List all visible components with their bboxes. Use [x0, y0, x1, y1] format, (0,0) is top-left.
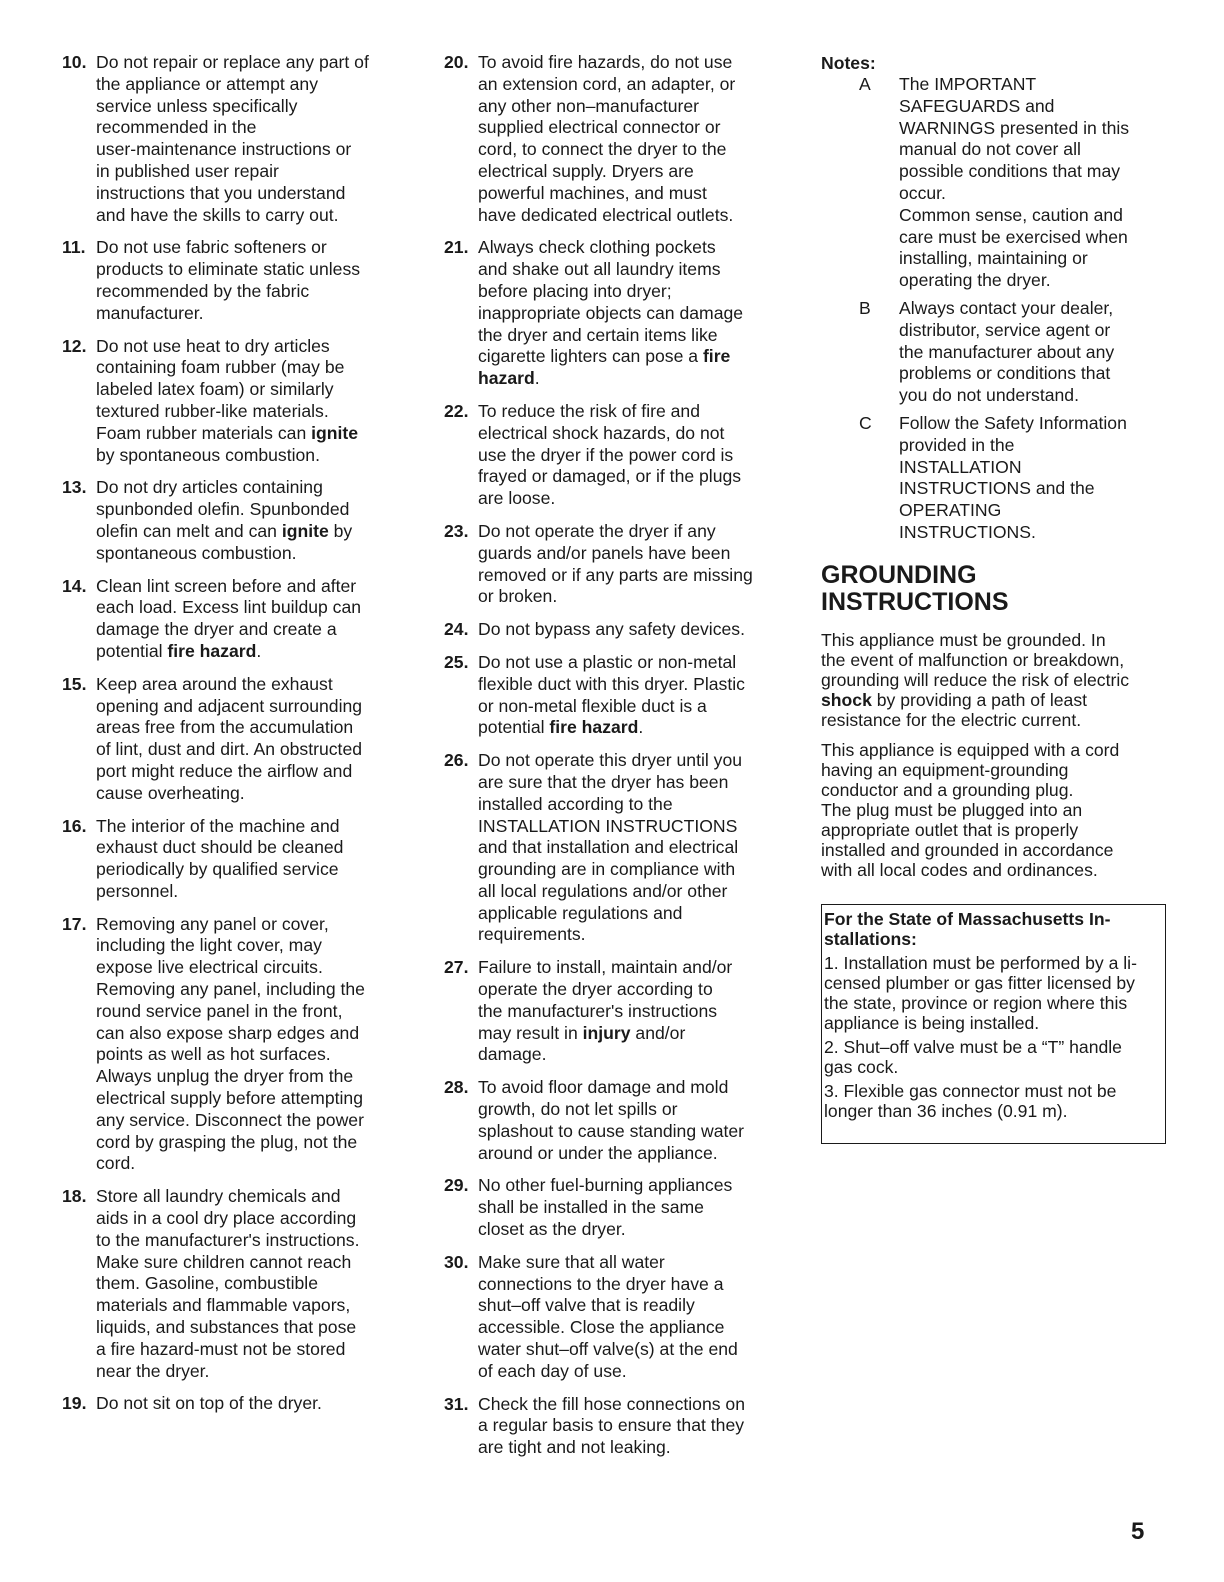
list-item: [62, 336, 402, 467]
note-text: The IMPORTANT SAFEGUARDS and WARNINGS presented in this manual do not cover all possible conditions that may occur. Common sense, caution and care must be exercised when installing, maintaining or operating the dryer.: [899, 74, 1130, 291]
item-number: 31.: [444, 1393, 469, 1414]
item-text: [96, 1186, 402, 1382]
list-item: [62, 816, 402, 903]
note-text: Follow the Safety Information provided in the INSTALLATION INSTRUCTIONS and the OPERATING INSTRUCTIONS.: [899, 412, 1127, 542]
item-text-part: Do not bypass any safety devices.: [478, 619, 745, 640]
item-number: 23.: [444, 520, 469, 541]
middle-column: [444, 52, 784, 1470]
item-text-part: Do not use a plastic or non-metal flexible duct with this dryer. Plastic or non-metal flexible duct is a potential: [478, 651, 745, 738]
list-item: [444, 1077, 784, 1164]
grounding-p1-text-after: by providing a path of least resistance for the electric current.: [821, 689, 1088, 730]
list-item: [444, 401, 784, 510]
left-column: [62, 52, 402, 1426]
item-number: 15.: [62, 673, 87, 694]
list-item: [444, 652, 784, 739]
item-text-after: .: [534, 368, 540, 389]
list-item: [444, 521, 784, 608]
item-text: [478, 619, 784, 641]
grounding-heading: GROUNDING INSTRUCTIONS: [821, 560, 1009, 616]
item-text: [478, 52, 784, 226]
item-number: 30.: [444, 1251, 469, 1272]
item-text-bold: fire hazard: [549, 717, 639, 738]
item-text: [478, 1175, 784, 1240]
massachusetts-list: [824, 953, 1163, 1121]
item-text-bold: ignite: [281, 520, 329, 541]
item-text: [96, 237, 402, 324]
list-item: [62, 674, 402, 805]
massachusetts-item: 2. Shut–off valve must be a “T” handle gas cock.: [824, 1036, 1122, 1077]
list-item: [444, 1252, 784, 1383]
item-text-after: and/or damage.: [478, 1022, 686, 1065]
item-text-part: To avoid fire hazards, do not use an extension cord, an adapter, or any other non–manufacturer supplied electrical connector or cord, to connect the dryer to the electrical supply. Dryers are powerful machines, and must have dedicated electrical outlets.: [478, 52, 736, 225]
note-letter: B: [859, 297, 871, 318]
item-text: [478, 1077, 784, 1164]
list-item: [62, 477, 402, 564]
item-number: 18.: [62, 1186, 87, 1207]
item-text-part: Do not use fabric softeners or products to eliminate static unless recommended by the fabric manufacturer.: [96, 237, 361, 323]
item-text: [96, 816, 402, 903]
item-text-bold: injury: [582, 1022, 631, 1043]
right-column: [821, 52, 1166, 1144]
massachusetts-item: 3. Flexible gas connector must not be longer than 36 inches (0.91 m).: [824, 1080, 1117, 1121]
item-number: 22.: [444, 400, 469, 421]
item-text: [96, 477, 402, 564]
item-text: [478, 957, 784, 1066]
item-text-after: by spontaneous combustion.: [96, 444, 320, 465]
note-letter: A: [859, 74, 871, 94]
item-text-part: Make sure that all water connections to the dryer have a shut–off valve that is readily accessible. Close the appliance water shut–off valve(s) at the end of each day of use.: [478, 1251, 738, 1381]
item-number: 10.: [62, 52, 87, 72]
item-number: 20.: [444, 52, 469, 72]
item-text: [478, 1394, 784, 1459]
item-number: 12.: [62, 335, 87, 356]
item-text-part: To reduce the risk of fire and electrical shock hazards, do not use the dryer if the power cord is frayed or damaged, or if the plugs are loose.: [478, 400, 742, 509]
item-number: 26.: [444, 750, 469, 771]
item-text-part: Do not use heat to dry articles containing foam rubber (may be labeled latex foam) or similarly textured rubber-like materials. Foam rubber materials can: [96, 335, 345, 443]
list-item: [62, 1186, 402, 1382]
item-text: [96, 52, 402, 226]
item-text-part: Check the fill hose connections on a regular basis to ensure that they are tight and not leaking.: [478, 1393, 745, 1458]
note-text: Always contact your dealer, distributor, service agent or the manufacturer about any problems or conditions that you do not understand.: [899, 297, 1115, 406]
grounding-p1-bold: shock: [821, 689, 872, 710]
item-number: 13.: [62, 477, 87, 498]
item-text-part: Store all laundry chemicals and aids in a cool dry place according to the manufacturer's instructions. Make sure children cannot reach them. Gasoline, combustible materials and flammable vapors, liquids, and substances that pose a fire hazard-must not be stored near the dryer.: [96, 1186, 360, 1381]
item-text-after: .: [638, 717, 644, 738]
item-text-part: Failure to install, maintain and/or operate the dryer according to the manufacturer's instructions may result in: [478, 957, 733, 1043]
grounding-paragraph-2: This appliance is equipped with a cord having an equipment-grounding conductor and a grounding plug. The plug must be plugged into an appropriate outlet that is properly installed and grounded in accordance with all local codes and ordinances.: [821, 739, 1120, 880]
item-text-bold: fire hazard: [167, 640, 257, 661]
item-text-part: Do not operate the dryer if any guards and/or panels have been removed or if any parts are missing or broken.: [478, 520, 753, 607]
list-item: [444, 957, 784, 1066]
list-item: [62, 914, 402, 1176]
list-item: [62, 237, 402, 324]
item-number: 14.: [62, 575, 87, 596]
massachusetts-box: [821, 904, 1166, 1144]
list-item: [62, 1393, 402, 1415]
item-text-part: Removing any panel or cover, including the light cover, may expose live electrical circuits. Removing any panel, including the round service panel in the front, can also expose sharp edges and points as well as hot surfaces. Always unplug the dryer from the electrical supply before attempting any service. Disconnect the power cord by grasping the plug, not the cord.: [96, 913, 365, 1174]
item-number: 17.: [62, 913, 87, 934]
item-number: 28.: [444, 1077, 469, 1098]
item-number: 27.: [444, 957, 469, 978]
note-item: [821, 413, 1166, 544]
item-text: [478, 652, 784, 739]
item-number: 29.: [444, 1175, 469, 1196]
item-text: [478, 750, 784, 946]
item-number: 24.: [444, 619, 469, 640]
list-item: [444, 750, 784, 946]
item-number: 19.: [62, 1393, 87, 1414]
item-text: [478, 237, 784, 390]
item-text: [96, 1393, 402, 1415]
item-text-part: Always check clothing pockets and shake out all laundry items before placing into dryer; inappropriate objects can damage the dryer and certain items like cigarette lighters can pose a: [478, 237, 744, 367]
item-text: [478, 521, 784, 608]
item-text: [96, 576, 402, 663]
item-number: 16.: [62, 815, 87, 836]
item-number: 25.: [444, 651, 469, 672]
item-text-part: Do not sit on top of the dryer.: [96, 1393, 322, 1414]
note-item: [821, 74, 1166, 292]
list-item: [444, 237, 784, 390]
item-text: [96, 336, 402, 467]
item-text-part: The interior of the machine and exhaust duct should be cleaned periodically by qualified service personnel.: [96, 815, 344, 901]
item-text-part: No other fuel-burning appliances shall be installed in the same closet as the dryer.: [478, 1175, 733, 1240]
item-text-part: Do not dry articles containing spunbonded olefin. Spunbonded olefin can melt and can: [96, 477, 350, 541]
list-item: [62, 576, 402, 663]
item-text-bold: ignite: [311, 422, 359, 443]
note-item: [821, 298, 1166, 407]
list-item: [62, 52, 402, 226]
list-item: [444, 1175, 784, 1240]
list-item: [444, 619, 784, 641]
grounding-paragraph-1: [821, 630, 1166, 730]
item-text-part: Do not repair or replace any part of the appliance or attempt any service unless specifically recommended in the user-maintenance instructions or in published user repair instructions that you understand and have the skills to carry out.: [96, 52, 369, 225]
massachusetts-item: 1. Installation must be performed by a li- censed plumber or gas fitter licensed by the state, province or region where this appliance is being installed.: [824, 952, 1137, 1033]
notes-title: Notes:: [821, 53, 876, 73]
item-text-after: by spontaneous combustion.: [96, 520, 353, 563]
grounding-p1-text: This appliance must be grounded. In the event of malfunction or breakdown, grounding will reduce the risk of electric: [821, 629, 1130, 690]
item-text-part: Do not operate this dryer until you are sure that the dryer has been installed according to the INSTALLATION INSTRUCTIONS and that installation and electrical grounding are in compliance with all local regulations and/or other applicable regulations and requirements.: [478, 750, 743, 945]
item-text-part: Keep area around the exhaust opening and adjacent surrounding areas free from the accumulation of lint, dust and dirt. An obstructed port might reduce the airflow and cause overheating.: [96, 673, 363, 803]
item-text-after: .: [256, 640, 262, 661]
item-text-bold: fire hazard: [478, 346, 731, 389]
item-text: [96, 674, 402, 805]
massachusetts-box-title: For the State of Massachusetts In- stallations:: [824, 908, 1111, 949]
item-text-part: To avoid floor damage and mold growth, do not let spills or splashout to cause standing water around or under the appliance.: [478, 1077, 745, 1163]
item-text-part: Clean lint screen before and after each load. Excess lint buildup can damage the dryer and create a potential: [96, 575, 362, 661]
item-text: [478, 401, 784, 510]
note-letter: C: [859, 412, 872, 433]
list-item: [444, 52, 784, 226]
notes-list: [821, 74, 1166, 544]
page-number: 5: [1131, 1518, 1145, 1545]
item-number: 11.: [62, 237, 86, 258]
list-item: [444, 1394, 784, 1459]
item-text: [478, 1252, 784, 1383]
item-text: [96, 914, 402, 1176]
item-number: 21.: [444, 237, 469, 258]
